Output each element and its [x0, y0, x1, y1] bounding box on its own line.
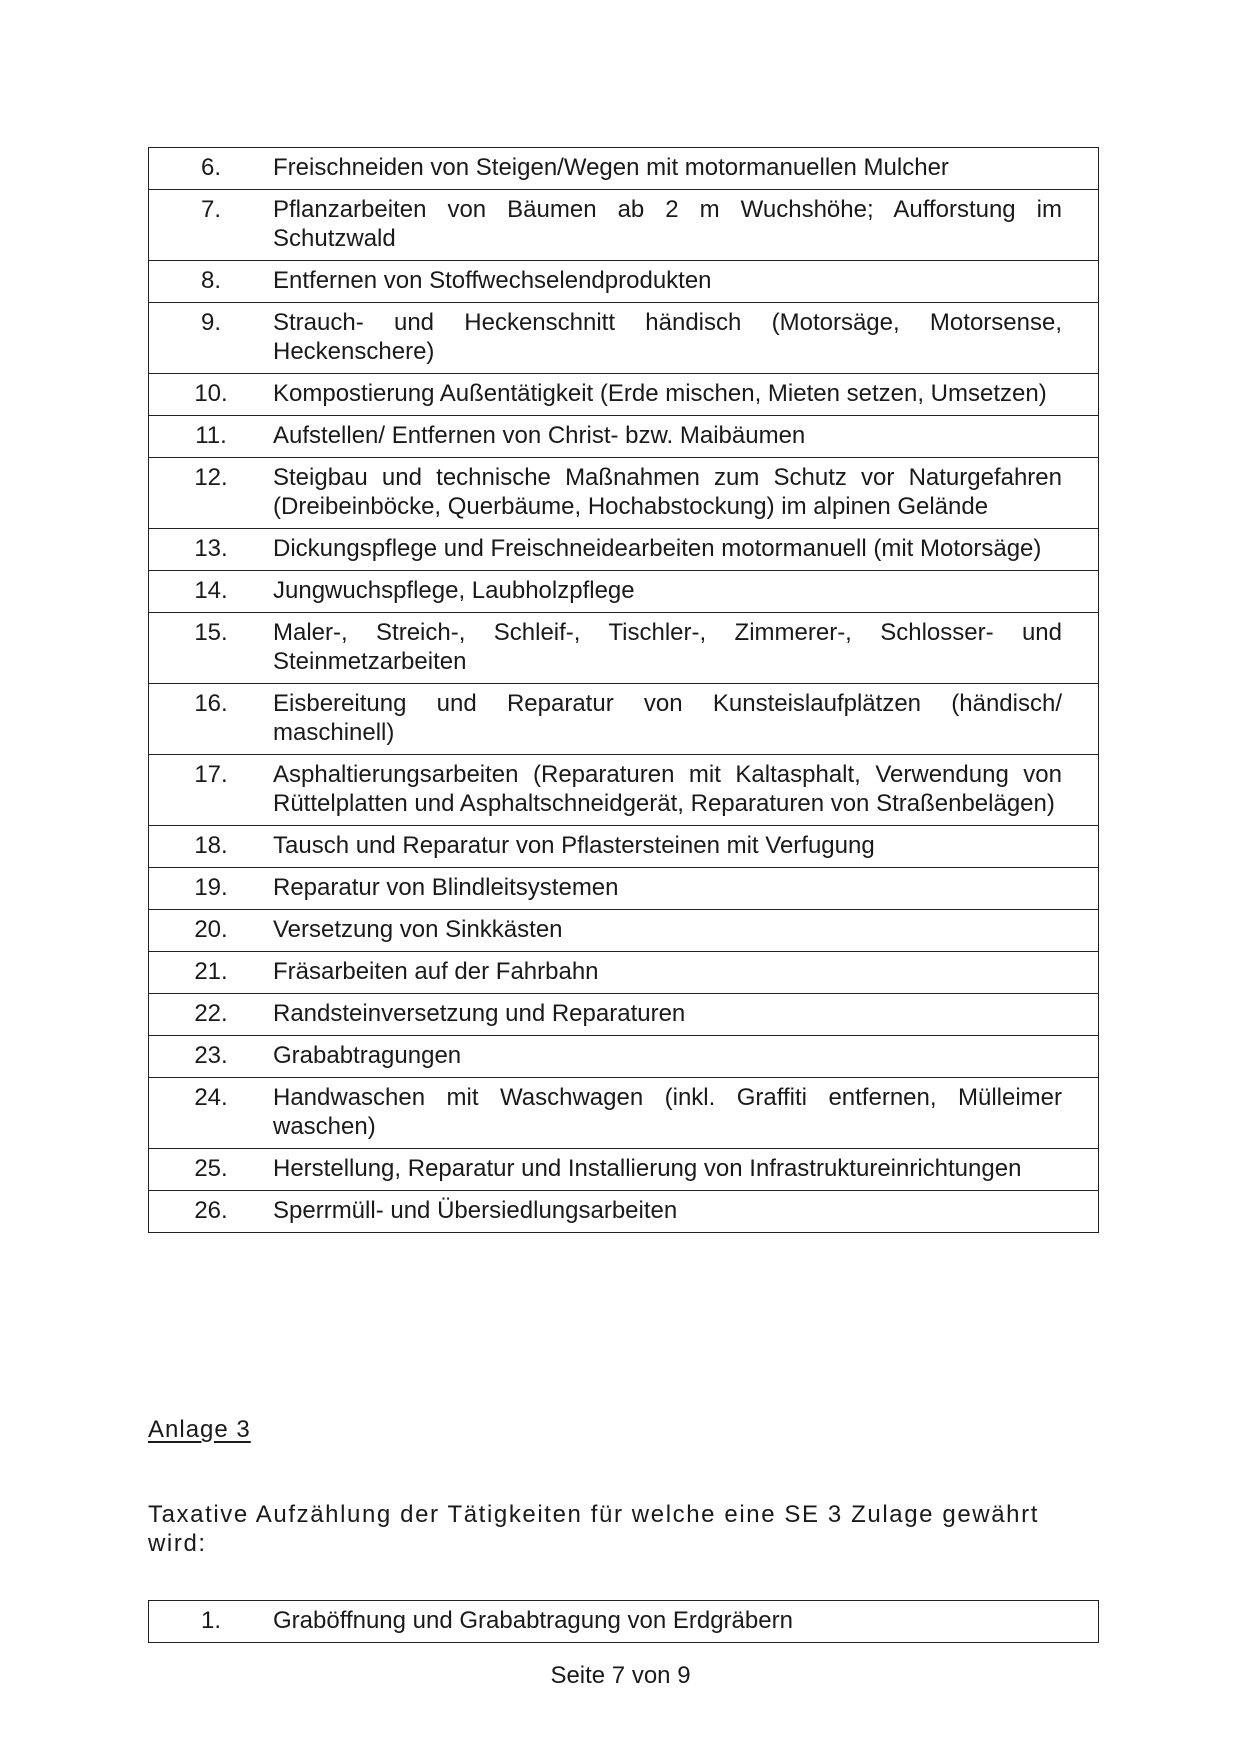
row-number: 25.	[149, 1149, 274, 1191]
table-row	[149, 910, 1099, 952]
row-number: 17.	[149, 755, 274, 826]
table-row	[149, 684, 1099, 755]
row-text: Pflanzarbeiten von Bäumen ab 2 m Wuchshöhe; Aufforstung im Schutzwald	[273, 190, 1099, 261]
table-row	[149, 571, 1099, 613]
row-text: Maler-, Streich-, Schleif-, Tischler-, Zimmerer-, Schlosser- und Steinmetzarbeiten	[273, 613, 1099, 684]
table-row	[149, 458, 1099, 529]
row-text: Graböffnung und Grababtragung von Erdgräbern	[273, 1601, 1099, 1643]
row-number: 22.	[149, 994, 274, 1036]
table-row	[149, 529, 1099, 571]
row-text: Handwaschen mit Waschwagen (inkl. Graffiti entfernen, Mülleimer waschen)	[273, 1078, 1099, 1149]
table-row	[149, 755, 1099, 826]
row-number: 1.	[149, 1601, 274, 1643]
row-number: 18.	[149, 826, 274, 868]
row-number: 7.	[149, 190, 274, 261]
row-number: 23.	[149, 1036, 274, 1078]
row-text: Freischneiden von Steigen/Wegen mit motormanuellen Mulcher	[273, 148, 1099, 190]
row-number: 19.	[149, 868, 274, 910]
row-text: Jungwuchspflege, Laubholzpflege	[273, 571, 1099, 613]
row-number: 16.	[149, 684, 274, 755]
row-text: Sperrmüll- und Übersiedlungsarbeiten	[273, 1191, 1099, 1233]
table-row	[149, 374, 1099, 416]
anlage-3-table-body	[149, 1601, 1099, 1643]
table-row	[149, 303, 1099, 374]
row-text: Reparatur von Blindleitsystemen	[273, 868, 1099, 910]
row-text: Strauch- und Heckenschnitt händisch (Motorsäge, Motorsense, Heckenschere)	[273, 303, 1099, 374]
row-number: 12.	[149, 458, 274, 529]
row-text: Tausch und Reparatur von Pflastersteinen mit Verfugung	[273, 826, 1099, 868]
row-number: 15.	[149, 613, 274, 684]
table-row	[149, 1036, 1099, 1078]
table-row	[149, 1601, 1099, 1643]
row-text: Dickungspflege und Freischneidearbeiten motormanuell (mit Motorsäge)	[273, 529, 1099, 571]
table-row	[149, 952, 1099, 994]
row-text: Versetzung von Sinkkästen	[273, 910, 1099, 952]
row-text: Grababtragungen	[273, 1036, 1099, 1078]
row-number: 26.	[149, 1191, 274, 1233]
activities-table	[148, 147, 1099, 1233]
row-number: 6.	[149, 148, 274, 190]
row-text: Herstellung, Reparatur und Installierung von Infrastruktureinrichtungen	[273, 1149, 1099, 1191]
table-row	[149, 190, 1099, 261]
anlage-3-heading: Anlage 3	[148, 1416, 251, 1443]
row-number: 13.	[149, 529, 274, 571]
row-text: Eisbereitung und Reparatur von Kunsteislaufplätzen (händisch/ maschinell)	[273, 684, 1099, 755]
row-text: Randsteinversetzung und Reparaturen	[273, 994, 1099, 1036]
table-row	[149, 1191, 1099, 1233]
table-row	[149, 1149, 1099, 1191]
row-text: Aufstellen/ Entfernen von Christ- bzw. Maibäumen	[273, 416, 1099, 458]
row-text: Asphaltierungsarbeiten (Reparaturen mit Kaltasphalt, Verwendung von Rüttelplatten und Asphaltschneidgerät, Reparaturen von Straßenbelägen)	[273, 755, 1099, 826]
anlage-3-intro: Taxative Aufzählung der Tätigkeiten für welche eine SE 3 Zulage gewährt wird:	[148, 1501, 1039, 1557]
table-row	[149, 1078, 1099, 1149]
table-row	[149, 148, 1099, 190]
page-footer: Seite 7 von 9	[550, 1662, 691, 1689]
anlage-3-table	[148, 1600, 1099, 1643]
row-number: 14.	[149, 571, 274, 613]
row-number: 20.	[149, 910, 274, 952]
table-row	[149, 994, 1099, 1036]
row-text: Kompostierung Außentätigkeit (Erde mischen, Mieten setzen, Umsetzen)	[273, 374, 1099, 416]
row-number: 8.	[149, 261, 274, 303]
table-row	[149, 416, 1099, 458]
row-number: 9.	[149, 303, 274, 374]
table-row	[149, 613, 1099, 684]
row-text: Fräsarbeiten auf der Fahrbahn	[273, 952, 1099, 994]
row-number: 21.	[149, 952, 274, 994]
row-number: 11.	[149, 416, 274, 458]
table-row	[149, 261, 1099, 303]
table-row	[149, 826, 1099, 868]
row-text: Entfernen von Stoffwechselendprodukten	[273, 261, 1099, 303]
row-text: Steigbau und technische Maßnahmen zum Schutz vor Naturgefahren (Dreibeinböcke, Querbäume, Hochabstockung) im alpinen Gelände	[273, 458, 1099, 529]
table-row	[149, 868, 1099, 910]
row-number: 10.	[149, 374, 274, 416]
activities-table-body	[149, 148, 1099, 1233]
row-number: 24.	[149, 1078, 274, 1149]
